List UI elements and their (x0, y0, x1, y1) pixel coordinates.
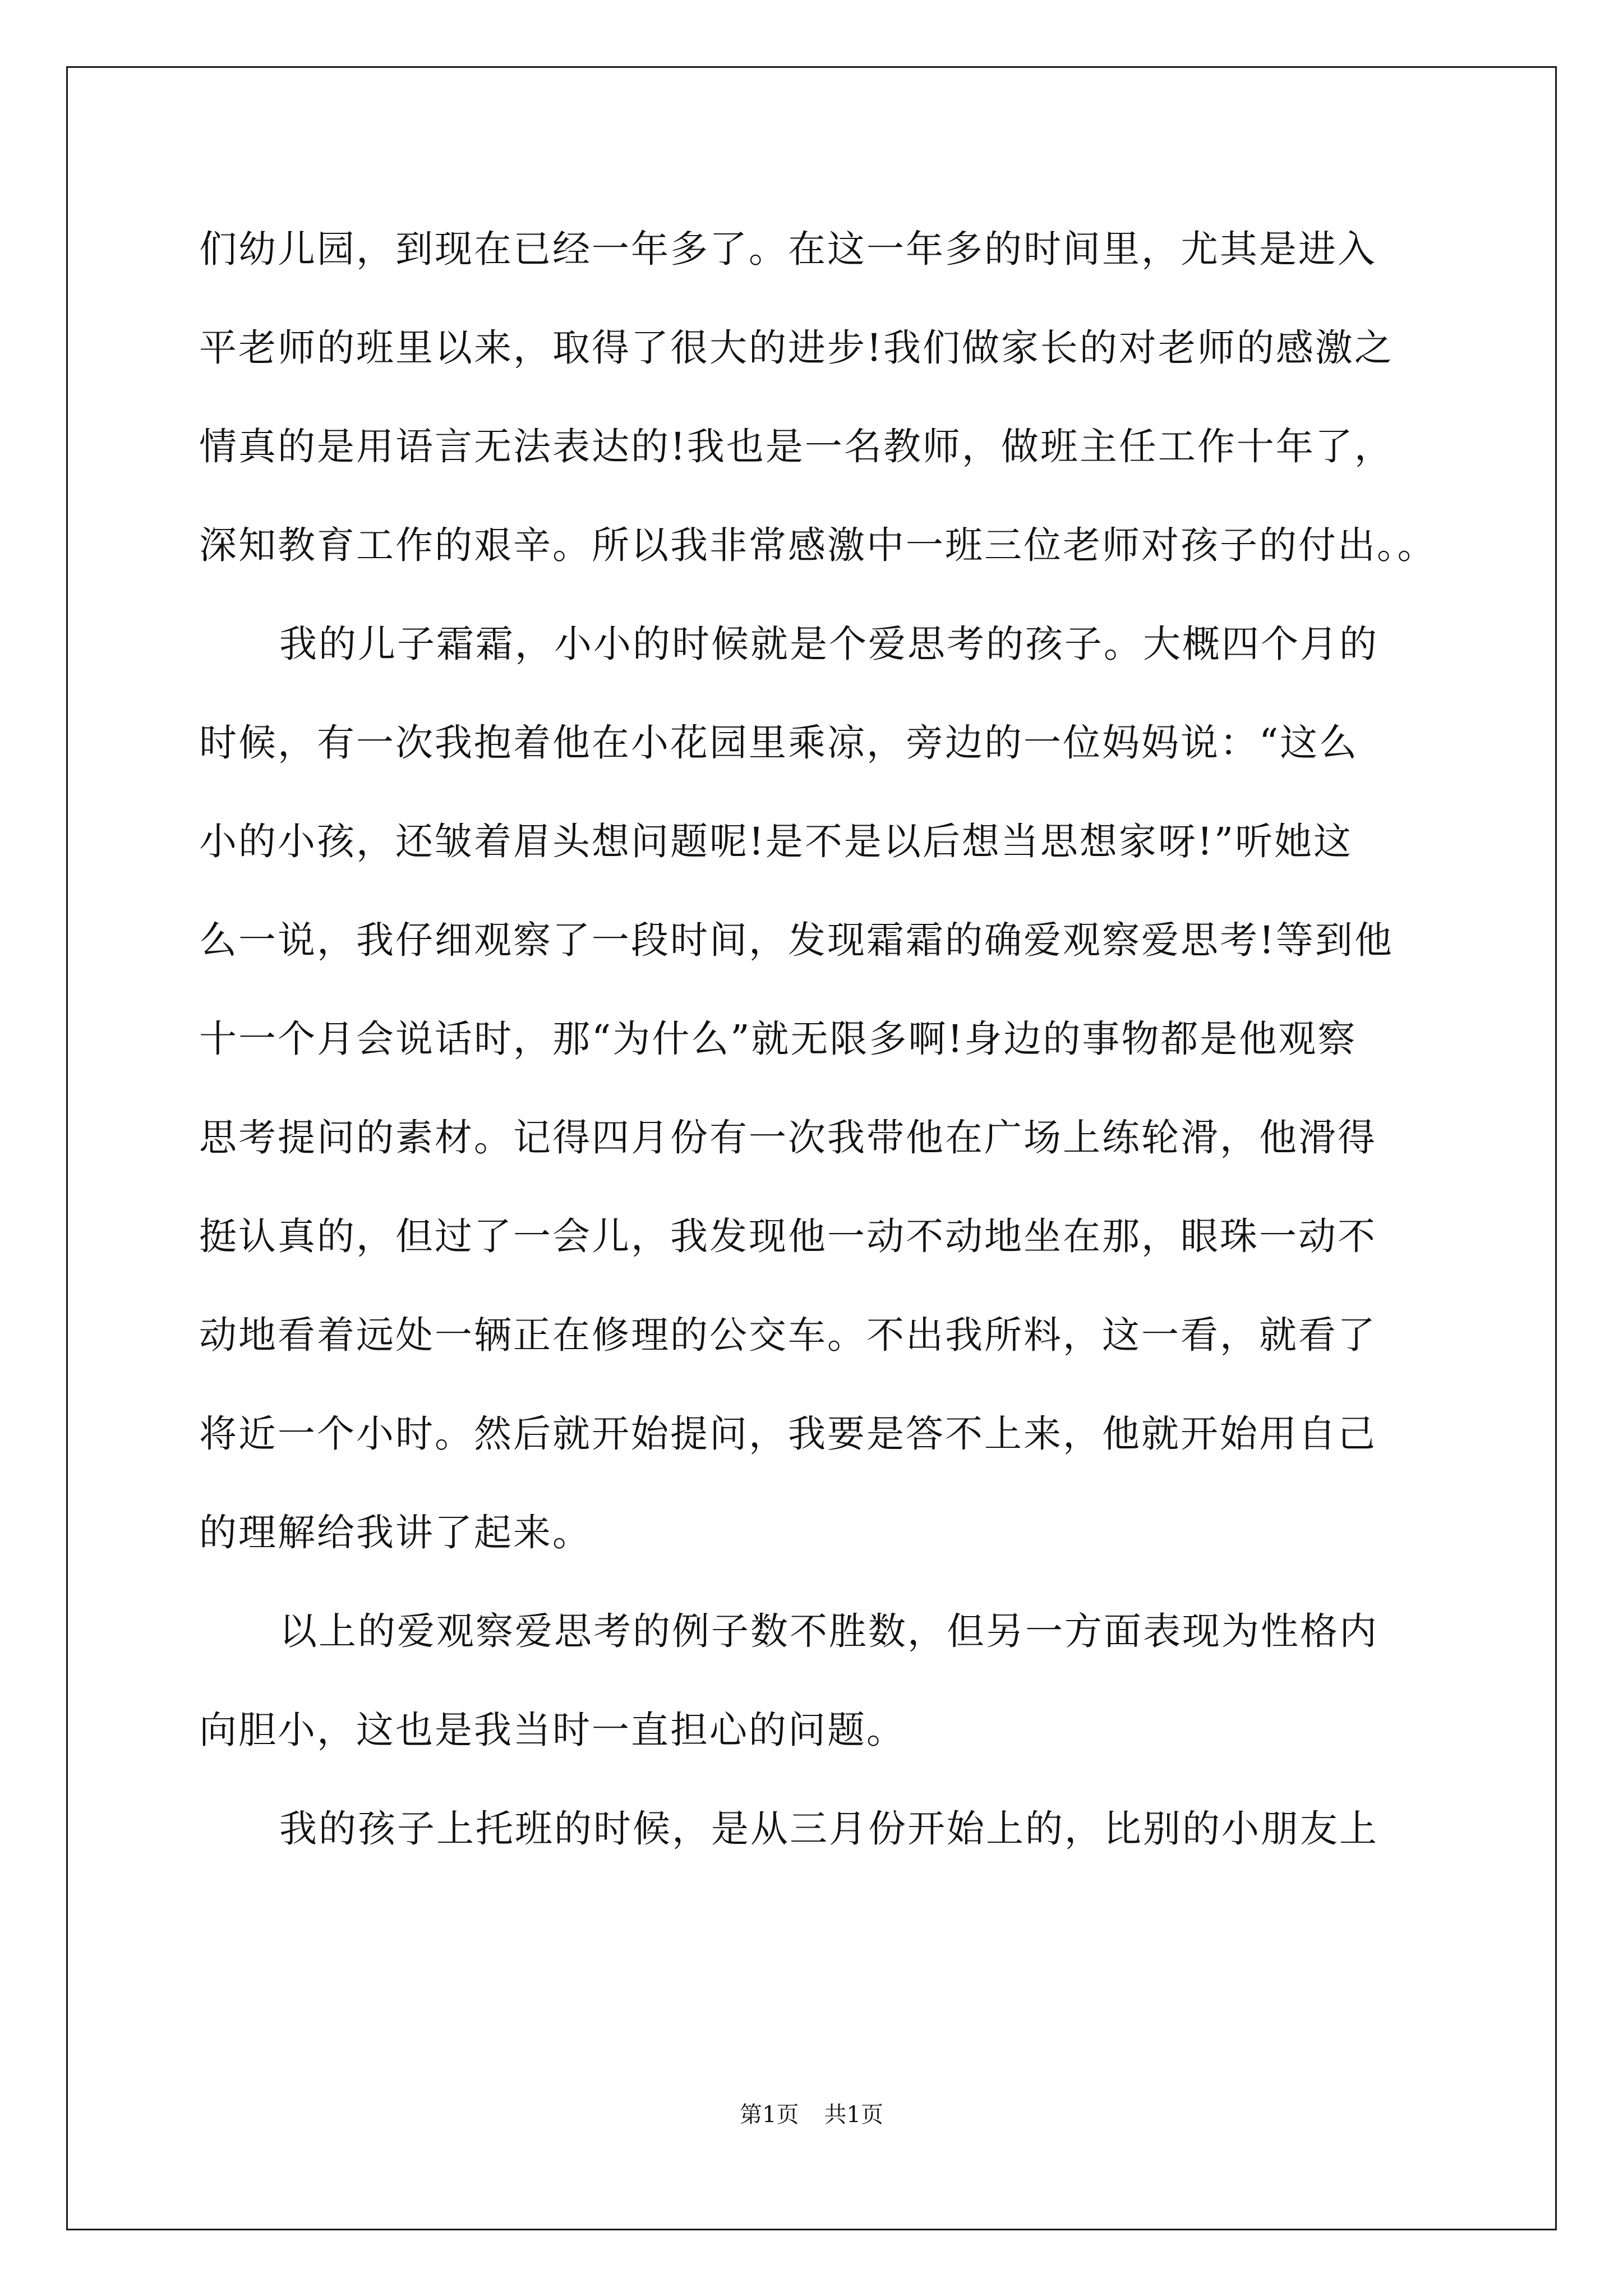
text-line-7: 小的小孩，还皱着眉头想问题呢!是不是以后想当思想家呀!”听她这 (199, 820, 1353, 863)
text-line-4: 深知教育工作的艰辛。所以我非常感激中一班三位老师对孩子的付出。。 (199, 523, 1437, 567)
text-line-10: 思考提问的素材。记得四月份有一次我带他在广场上练轮滑，他滑得 (199, 1116, 1377, 1159)
text-line-9: 十一个月会说话时，那“为什么”就无限多啊!身边的事物都是他观察 (199, 1017, 1357, 1061)
page-number-current: 第1页 (740, 2102, 799, 2128)
text-line-12: 动地看着远处一辆正在修理的公交车。不出我所料，这一看，就看了 (199, 1313, 1377, 1357)
text-line-6: 时候，有一次我抱着他在小花园里乘凉，旁边的一位妈妈说：“这么 (199, 721, 1359, 765)
page-number-total: 共1页 (824, 2102, 883, 2128)
text-line-3: 情真的是用语言无法表达的!我也是一名教师，做班主任工作十年了， (199, 425, 1394, 468)
text-line-1: 们幼儿园，到现在已经一年多了。在这一年多的时间里，尤其是进入 (199, 227, 1377, 271)
text-line-13: 将近一个小时。然后就开始提问，我要是答不上来，他就开始用自己 (199, 1412, 1377, 1456)
paragraph-4-first-line: 我的孩子上托班的时候，是从三月份开始上的，比别的小朋友上 (279, 1807, 1378, 1851)
text-line-14: 的理解给我讲了起来。 (199, 1511, 592, 1554)
page-footer (0, 2101, 1623, 2129)
paragraph-3-first-line: 以上的爱观察爱思考的例子数不胜数，但另一方面表现为性格内 (279, 1609, 1378, 1653)
text-line-11: 挺认真的，但过了一会儿，我发现他一动不动地坐在那，眼珠一动不 (199, 1214, 1377, 1258)
text-line-8: 么一说，我仔细观察了一段时间，发现霜霜的确爱观察爱思考!等到他 (199, 918, 1394, 962)
text-line-2: 平老师的班里以来，取得了很大的进步!我们做家长的对老师的感激之 (199, 326, 1394, 370)
text-line-16: 向胆小，这也是我当时一直担心的问题。 (199, 1708, 906, 1752)
paragraph-2-first-line: 我的儿子霜霜，小小的时候就是个爱思考的孩子。大概四个月的 (279, 622, 1378, 666)
